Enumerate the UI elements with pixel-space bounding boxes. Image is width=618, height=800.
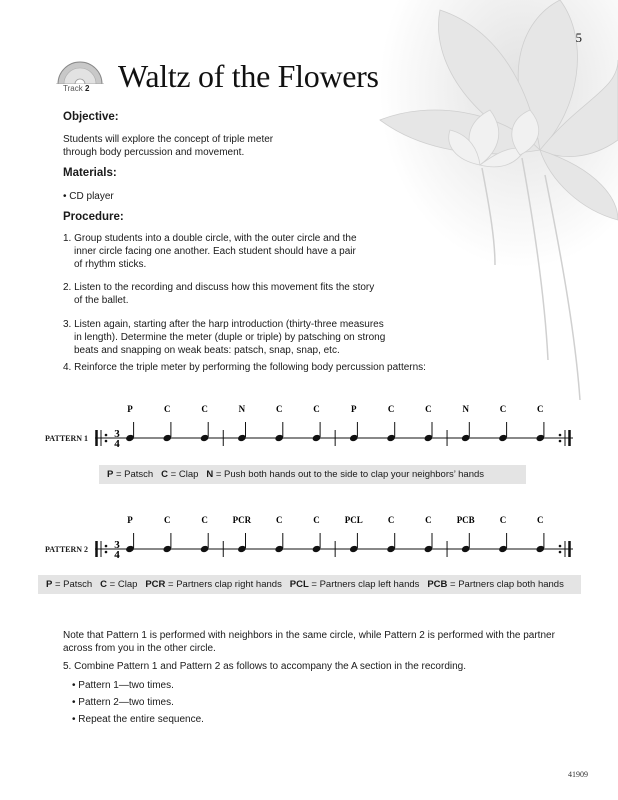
legend-key: P [46,579,53,590]
legend-text: = Push both hands out to the side to clap your neighbors’ hands [213,469,485,480]
syllable-label: P [127,404,133,414]
syllable-label: P [127,515,133,525]
text-line: in length). Determine the meter (duple or triple) by patsching on strong [74,332,386,343]
page-title: Waltz of the Flowers [118,58,379,94]
syllable-label: PCB [456,515,475,525]
step-5-list [72,677,204,728]
text-line: inner circle facing one another. Each student should have a pair [74,246,356,257]
syllable-label: C [164,404,171,414]
legend-text: = Patsch [52,579,93,590]
syllable-label: C [537,404,544,414]
procedure-step-2 [63,281,374,307]
legend-text: = Partners clap left hands [308,579,420,590]
repeat-dot [105,440,108,443]
materials-item: • CD player [63,191,114,202]
text-line: through body percussion and movement. [63,147,245,158]
syllable-label: N [462,404,469,414]
text-line: 3. Listen again, starting after the harp introduction (thirty-three measures [63,319,384,330]
pattern-2-label: PATTERN 2 [45,545,89,554]
list-item: • Repeat the entire sequence. [72,714,204,725]
procedure-heading: Procedure: [63,211,124,223]
repeat-dot [559,551,562,554]
text-line: Note that Pattern 1 is performed with neighbors in the same circle, while Pattern 2 is performed with the partner [63,630,555,641]
syllable-label: C [201,404,208,414]
text-line: of the ballet. [74,295,129,306]
syllable-label: C [275,515,283,525]
legend-key: PCL [289,579,309,590]
legend-key: N [206,469,214,480]
text-line: beats and snapping on weak beats: patsch, snap, snap, etc. [74,345,340,356]
procedure-step-4: 4. Reinforce the triple meter by performing the following body percussion patterns: [63,362,426,373]
objective-text [63,133,273,159]
syllable-label: C [537,515,544,525]
note-text [63,629,555,655]
text-line: 2. Listen to the recording and discuss how this movement fits the story [63,282,375,293]
footer-code: 41909 [568,770,588,779]
legend-text: = Patsch [113,469,154,480]
repeat-dot [105,434,108,437]
syllable-label: C [425,404,432,414]
track-word: Track [63,84,83,93]
pattern-2-staff [95,511,575,567]
pattern-1-label: PATTERN 1 [45,434,89,443]
legend-key: C [100,579,108,590]
legend-text: = Partners clap both hands [447,579,564,590]
time-signature-top: 3 [114,539,120,551]
legend-text: = Clap [107,579,138,590]
pattern-1-staff [95,400,575,456]
list-item: • Pattern 2—two times. [72,697,174,708]
list-item: • Pattern 1—two times. [72,680,174,691]
pattern-2-legend [38,575,581,594]
procedure-step-3 [63,318,385,357]
syllable-label: PCL [344,515,363,525]
syllable-label: C [499,515,507,525]
legend-key: PCR [145,579,166,590]
syllable-label: C [313,404,320,414]
syllable-label: C [499,404,507,414]
syllable-label: C [201,515,208,525]
time-signature-bottom: 4 [114,549,120,561]
legend-text: = Clap [168,469,199,480]
repeat-dot [559,545,562,548]
legend-key: P [107,469,114,480]
track-label [63,84,89,93]
page-number: 5 [575,30,582,45]
syllable-label: C [425,515,432,525]
text-line: Students will explore the concept of triple meter [63,134,274,145]
syllable-label: P [351,404,357,414]
track-number: 2 [84,84,90,93]
legend-key: PCB [427,579,448,590]
time-signature-top: 3 [114,428,120,440]
syllable-label: PCR [232,515,252,525]
syllable-label: C [387,515,395,525]
syllable-label: C [313,515,320,525]
objective-heading: Objective: [63,111,119,123]
cd-icon [56,58,104,84]
syllable-label: C [387,404,395,414]
pattern-1-legend [99,465,526,484]
text-line: across from you in the other circle. [63,643,216,654]
materials-heading: Materials: [63,167,117,179]
procedure-step-5: 5. Combine Pattern 1 and Pattern 2 as follows to accompany the A section in the recording. [63,661,467,672]
syllable-label: C [164,515,171,525]
text-line: of rhythm sticks. [74,259,147,270]
repeat-dot [105,545,108,548]
procedure-step-1 [63,232,357,271]
syllable-label: C [275,404,283,414]
syllable-label: N [238,404,246,414]
time-signature-bottom: 4 [114,438,120,450]
legend-key: C [161,469,169,480]
text-line: 1. Group students into a double circle, with the outer circle and the [63,233,357,244]
legend-text: = Partners clap right hands [165,579,282,590]
repeat-dot [559,440,562,443]
repeat-dot [559,434,562,437]
repeat-dot [105,551,108,554]
